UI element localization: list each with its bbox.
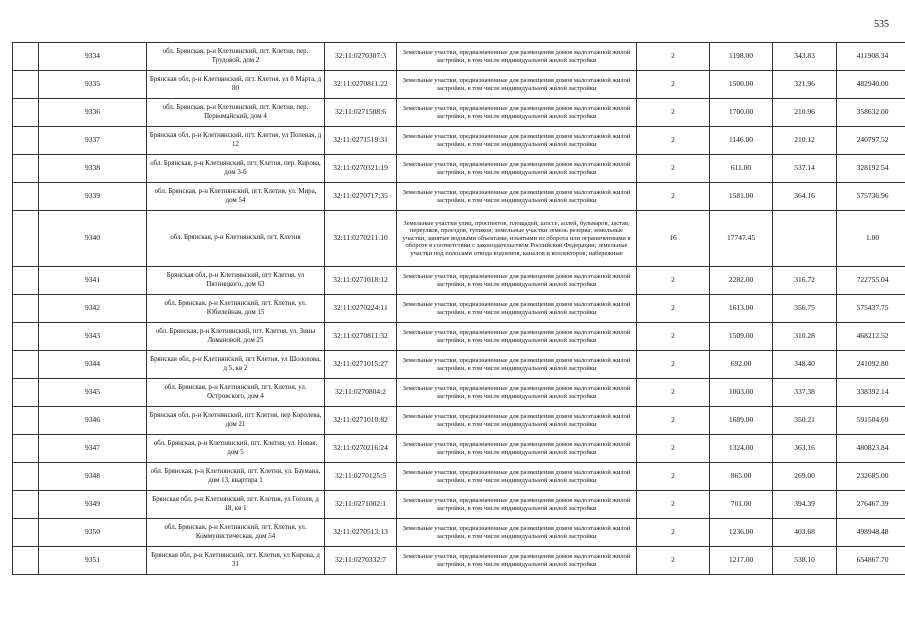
blank-cell	[13, 491, 39, 519]
use-group-cell: 2	[637, 323, 710, 351]
land-use-cell: Земельные участки, предназначенные для размещения домов малоэтажной жилой застройки, в том числе индивидуальной жилой застройки	[397, 379, 637, 407]
use-group-cell: 2	[637, 519, 710, 547]
cadastral-number-cell: 32:11:0271010:82	[325, 407, 397, 435]
cadastral-value-cell: 575437.75	[837, 295, 905, 323]
use-group-cell: 2	[637, 351, 710, 379]
cadastral-number-cell: 32:11:0270717:35	[325, 183, 397, 211]
cadastral-value-cell: 722755.04	[837, 267, 905, 295]
cadastral-number-cell: 32:11:0271002:1	[325, 491, 397, 519]
address-cell: обл. Брянская, р-н Клетнянский, пгт. Клетня, ул. Новая, дом 5	[147, 435, 325, 463]
specific-value-cell	[773, 211, 837, 267]
address-cell: Брянская обл, р-н Клетнянский, пгт Клетня, ул Шолохова, д 5, кв 2	[147, 351, 325, 379]
table-row	[13, 379, 905, 407]
cadastral-value-cell: 276467.39	[837, 491, 905, 519]
cadastral-number-cell: 32:11:0270307:3	[325, 43, 397, 71]
land-use-cell: Земельные участки, предназначенные для размещения домов малоэтажной жилой застройки, в том числе индивидуальной жилой застройки	[397, 407, 637, 435]
cadastral-value-cell: 654867.70	[837, 547, 905, 575]
use-group-cell: 2	[637, 491, 710, 519]
blank-cell	[13, 127, 39, 155]
blank-cell	[13, 519, 39, 547]
use-group-cell: 2	[637, 183, 710, 211]
land-use-cell: Земельные участки, предназначенные для размещения домов малоэтажной жилой застройки, в том числе индивидуальной жилой застройки	[397, 435, 637, 463]
specific-value-cell: 363.16	[773, 435, 837, 463]
cadastral-value-cell: 498948.48	[837, 519, 905, 547]
table-row	[13, 267, 905, 295]
row-number-cell: 9344	[39, 351, 147, 379]
cadastral-value-cell: 338392.14	[837, 379, 905, 407]
address-cell: обл. Брянская, р-н Клетнянский, пгт. Клетня, пер. Первомайский, дом 4	[147, 99, 325, 127]
use-group-cell: 2	[637, 547, 710, 575]
table-row	[13, 155, 905, 183]
table-row	[13, 71, 905, 99]
table-row	[13, 463, 905, 491]
specific-value-cell: 210.12	[773, 127, 837, 155]
table-row	[13, 435, 905, 463]
row-number-cell: 9349	[39, 491, 147, 519]
area-cell: 1324.00	[710, 435, 773, 463]
address-cell: Брянская обл, р-н Клетнянский, пгт. Клетня, ул Полевая, д 12	[147, 127, 325, 155]
specific-value-cell: 337.38	[773, 379, 837, 407]
area-cell: 1217.00	[710, 547, 773, 575]
blank-cell	[13, 435, 39, 463]
row-number-cell: 9343	[39, 323, 147, 351]
table-row	[13, 519, 905, 547]
use-group-cell: 2	[637, 71, 710, 99]
row-number-cell: 9340	[39, 211, 147, 267]
area-cell: 17747.45	[710, 211, 773, 267]
address-cell: обл. Брянская, р-н Клетнянский, пгт. Клетня, пер. Кирова, дом 3-б	[147, 155, 325, 183]
blank-cell	[13, 71, 39, 99]
cadastral-value-cell: 1.00	[837, 211, 905, 267]
specific-value-cell: 343.83	[773, 43, 837, 71]
land-use-cell: Земельные участки, предназначенные для размещения домов малоэтажной жилой застройки, в том числе индивидуальной жилой застройки	[397, 323, 637, 351]
use-group-cell: 2	[637, 435, 710, 463]
specific-value-cell: 538.10	[773, 547, 837, 575]
use-group-cell: 2	[637, 407, 710, 435]
cadastral-number-cell: 32:11:0271018:12	[325, 267, 397, 295]
area-cell: 1003.00	[710, 379, 773, 407]
use-group-cell: 2	[637, 43, 710, 71]
cadastral-value-cell: 328192.54	[837, 155, 905, 183]
blank-cell	[13, 379, 39, 407]
cadastral-number-cell: 32:11:0271519:31	[325, 127, 397, 155]
specific-value-cell: 269.00	[773, 463, 837, 491]
row-number-cell: 9350	[39, 519, 147, 547]
area-cell: 1613.00	[710, 295, 773, 323]
cadastral-number-cell: 32:11:0270811:32	[325, 323, 397, 351]
specific-value-cell: 403.68	[773, 519, 837, 547]
address-cell: Брянская обл, р-н Клетнянский, пгт. Клетня, ул Кирова, д 31	[147, 547, 325, 575]
blank-cell	[13, 407, 39, 435]
cadastral-number-cell: 32:11:0270321:19	[325, 155, 397, 183]
specific-value-cell: 316.72	[773, 267, 837, 295]
specific-value-cell: 394.39	[773, 491, 837, 519]
table-body	[13, 43, 905, 575]
cadastral-value-cell: 575736.96	[837, 183, 905, 211]
row-number-cell: 9342	[39, 295, 147, 323]
address-cell: обл. Брянская, р-н Клетнянский, пгт. Клетня, ул. Баумана, дом 13, квартира 1	[147, 463, 325, 491]
row-number-cell: 9335	[39, 71, 147, 99]
land-use-cell: Земельные участки, предназначенные для размещения домов малоэтажной жилой застройки, в том числе индивидуальной жилой застройки	[397, 71, 637, 99]
specific-value-cell: 321.96	[773, 71, 837, 99]
row-number-cell: 9337	[39, 127, 147, 155]
table-row	[13, 127, 905, 155]
cadastral-value-cell: 591504.69	[837, 407, 905, 435]
blank-cell	[13, 211, 39, 267]
blank-cell	[13, 351, 39, 379]
table-row	[13, 43, 905, 71]
area-cell: 1581.00	[710, 183, 773, 211]
row-number-cell: 9351	[39, 547, 147, 575]
blank-cell	[13, 463, 39, 491]
use-group-cell: 2	[637, 99, 710, 127]
land-use-cell: Земельные участки улиц, проспектов, площадей, шоссе, аллей, бульваров, застав, переулков, проездов, тупиков; земельные участки земель резерва; земельные участки, занятые водными объектами, изъятыми из оборота или ограниченными в обороте в соответствии с законодательством Российской Федерации; земельные участки под полосами отвода водоемов, каналов и коллекторов, набережные	[397, 211, 637, 267]
cadastral-number-cell: 32:11:0270224:11	[325, 295, 397, 323]
specific-value-cell: 364.16	[773, 183, 837, 211]
land-use-cell: Земельные участки, предназначенные для размещения домов малоэтажной жилой застройки, в том числе индивидуальной жилой застройки	[397, 127, 637, 155]
land-use-cell: Земельные участки, предназначенные для размещения домов малоэтажной жилой застройки, в том числе индивидуальной жилой застройки	[397, 491, 637, 519]
cadastral-value-cell: 232685.00	[837, 463, 905, 491]
cadastral-number-cell: 32:11:0271015:27	[325, 351, 397, 379]
land-use-cell: Земельные участки, предназначенные для размещения домов малоэтажной жилой застройки, в том числе индивидуальной жилой застройки	[397, 99, 637, 127]
land-use-cell: Земельные участки, предназначенные для размещения домов малоэтажной жилой застройки, в том числе индивидуальной жилой застройки	[397, 463, 637, 491]
use-group-cell: 2	[637, 295, 710, 323]
address-cell: обл. Брянская, р-н Клетнянский, пгт. Клетня, ул. Юбилейная, дом 15	[147, 295, 325, 323]
specific-value-cell: 350.21	[773, 407, 837, 435]
area-cell: 865.00	[710, 463, 773, 491]
address-cell: обл. Брянская, р-н Клетнянский, пгт. Клетня, ул. Зины Ломановой, дом 25	[147, 323, 325, 351]
use-group-cell: 2	[637, 463, 710, 491]
cadastral-number-cell: 32:11:0271508:6	[325, 99, 397, 127]
blank-cell	[13, 155, 39, 183]
row-number-cell: 9336	[39, 99, 147, 127]
cadastral-number-cell: 32:11:0270811:22	[325, 71, 397, 99]
address-cell: обл. Брянская, р-н Клетнянский, пгт. Клетня	[147, 211, 325, 267]
use-group-cell: 16	[637, 211, 710, 267]
area-cell: 1198.00	[710, 43, 773, 71]
use-group-cell: 2	[637, 127, 710, 155]
area-cell: 2282.00	[710, 267, 773, 295]
specific-value-cell: 356.75	[773, 295, 837, 323]
cadastral-number-cell: 32:11:0270125:5	[325, 463, 397, 491]
cadastral-value-table	[12, 42, 905, 575]
land-use-cell: Земельные участки, предназначенные для размещения домов малоэтажной жилой застройки, в том числе индивидуальной жилой застройки	[397, 267, 637, 295]
land-use-cell: Земельные участки, предназначенные для размещения домов малоэтажной жилой застройки, в том числе индивидуальной жилой застройки	[397, 43, 637, 71]
land-use-cell: Земельные участки, предназначенные для размещения домов малоэтажной жилой застройки, в том числе индивидуальной жилой застройки	[397, 155, 637, 183]
address-cell: обл. Брянская, р-н Клетнянский, пгт. Клетня, пер. Трудовой, дом 2	[147, 43, 325, 71]
specific-value-cell: 210.96	[773, 99, 837, 127]
specific-value-cell: 310.28	[773, 323, 837, 351]
table-row	[13, 183, 905, 211]
row-number-cell: 9347	[39, 435, 147, 463]
table-row	[13, 323, 905, 351]
page-number: 535	[874, 19, 889, 30]
row-number-cell: 9348	[39, 463, 147, 491]
blank-cell	[13, 267, 39, 295]
address-cell: обл. Брянская, р-н Клетнянский, пгт. Клетня, ул. Мира, дом 54	[147, 183, 325, 211]
use-group-cell: 2	[637, 267, 710, 295]
blank-cell	[13, 547, 39, 575]
row-number-cell: 9338	[39, 155, 147, 183]
table-row	[13, 407, 905, 435]
row-number-cell: 9345	[39, 379, 147, 407]
area-cell: 692.00	[710, 351, 773, 379]
address-cell: Брянская обл, р-н Клетнянский, пгт. Клетня, ул Гоголя, д 18, кв 1	[147, 491, 325, 519]
area-cell: 701.00	[710, 491, 773, 519]
row-number-cell: 9346	[39, 407, 147, 435]
cadastral-number-cell: 32:11:0270804:2	[325, 379, 397, 407]
area-cell: 1236.00	[710, 519, 773, 547]
table-row	[13, 99, 905, 127]
address-cell: Брянская обл, р-н Клетнянский, пгт. Клетня, ул 8 Марта, д 80	[147, 71, 325, 99]
blank-cell	[13, 323, 39, 351]
land-use-cell: Земельные участки, предназначенные для размещения домов малоэтажной жилой застройки, в том числе индивидуальной жилой застройки	[397, 351, 637, 379]
cadastral-value-cell: 358632.00	[837, 99, 905, 127]
cadastral-value-cell: 480823.84	[837, 435, 905, 463]
area-cell: 1509.00	[710, 323, 773, 351]
blank-cell	[13, 295, 39, 323]
cadastral-number-cell: 32:11:0270216:24	[325, 435, 397, 463]
cadastral-value-cell: 240797.52	[837, 127, 905, 155]
blank-cell	[13, 43, 39, 71]
table-row	[13, 211, 905, 267]
address-cell: обл. Брянская, р-н Клетнянский, пгт. Клетня, ул. Коммунистическая, дом 54	[147, 519, 325, 547]
row-number-cell: 9339	[39, 183, 147, 211]
blank-cell	[13, 99, 39, 127]
cadastral-value-cell: 411908.34	[837, 43, 905, 71]
address-cell: обл. Брянская, р-н Клетнянский, пгт. Клетня, ул. Островского, дом 4	[147, 379, 325, 407]
cadastral-number-cell: 32:11:0270513:13	[325, 519, 397, 547]
land-use-cell: Земельные участки, предназначенные для размещения домов малоэтажной жилой застройки, в том числе индивидуальной жилой застройки	[397, 519, 637, 547]
use-group-cell: 2	[637, 379, 710, 407]
cadastral-value-cell: 241092.80	[837, 351, 905, 379]
cadastral-number-cell: 32:11:0270332:7	[325, 547, 397, 575]
land-use-cell: Земельные участки, предназначенные для размещения домов малоэтажной жилой застройки, в том числе индивидуальной жилой застройки	[397, 183, 637, 211]
area-cell: 1146.00	[710, 127, 773, 155]
address-cell: Брянская обл, р-н Клетнянский, пгт Клетня, пер Королева, дом 21	[147, 407, 325, 435]
row-number-cell: 9341	[39, 267, 147, 295]
cadastral-number-cell: 32:11:0270211:10	[325, 211, 397, 267]
specific-value-cell: 348.40	[773, 351, 837, 379]
area-cell: 1689.00	[710, 407, 773, 435]
table-row	[13, 547, 905, 575]
blank-cell	[13, 183, 39, 211]
land-use-cell: Земельные участки, предназначенные для размещения домов малоэтажной жилой застройки, в том числе индивидуальной жилой застройки	[397, 547, 637, 575]
area-cell: 1500.00	[710, 71, 773, 99]
address-cell: Брянская обл, р-н Клетнянский, пгт Клетня, ул Пятницкого, дом 63	[147, 267, 325, 295]
area-cell: 611.00	[710, 155, 773, 183]
use-group-cell: 2	[637, 155, 710, 183]
row-number-cell: 9334	[39, 43, 147, 71]
cadastral-value-cell: 468212.52	[837, 323, 905, 351]
area-cell: 1700.00	[710, 99, 773, 127]
table-row	[13, 295, 905, 323]
table-row	[13, 351, 905, 379]
specific-value-cell: 537.14	[773, 155, 837, 183]
table-row	[13, 491, 905, 519]
land-use-cell: Земельные участки, предназначенные для размещения домов малоэтажной жилой застройки, в том числе индивидуальной жилой застройки	[397, 295, 637, 323]
cadastral-value-cell: 482940.00	[837, 71, 905, 99]
